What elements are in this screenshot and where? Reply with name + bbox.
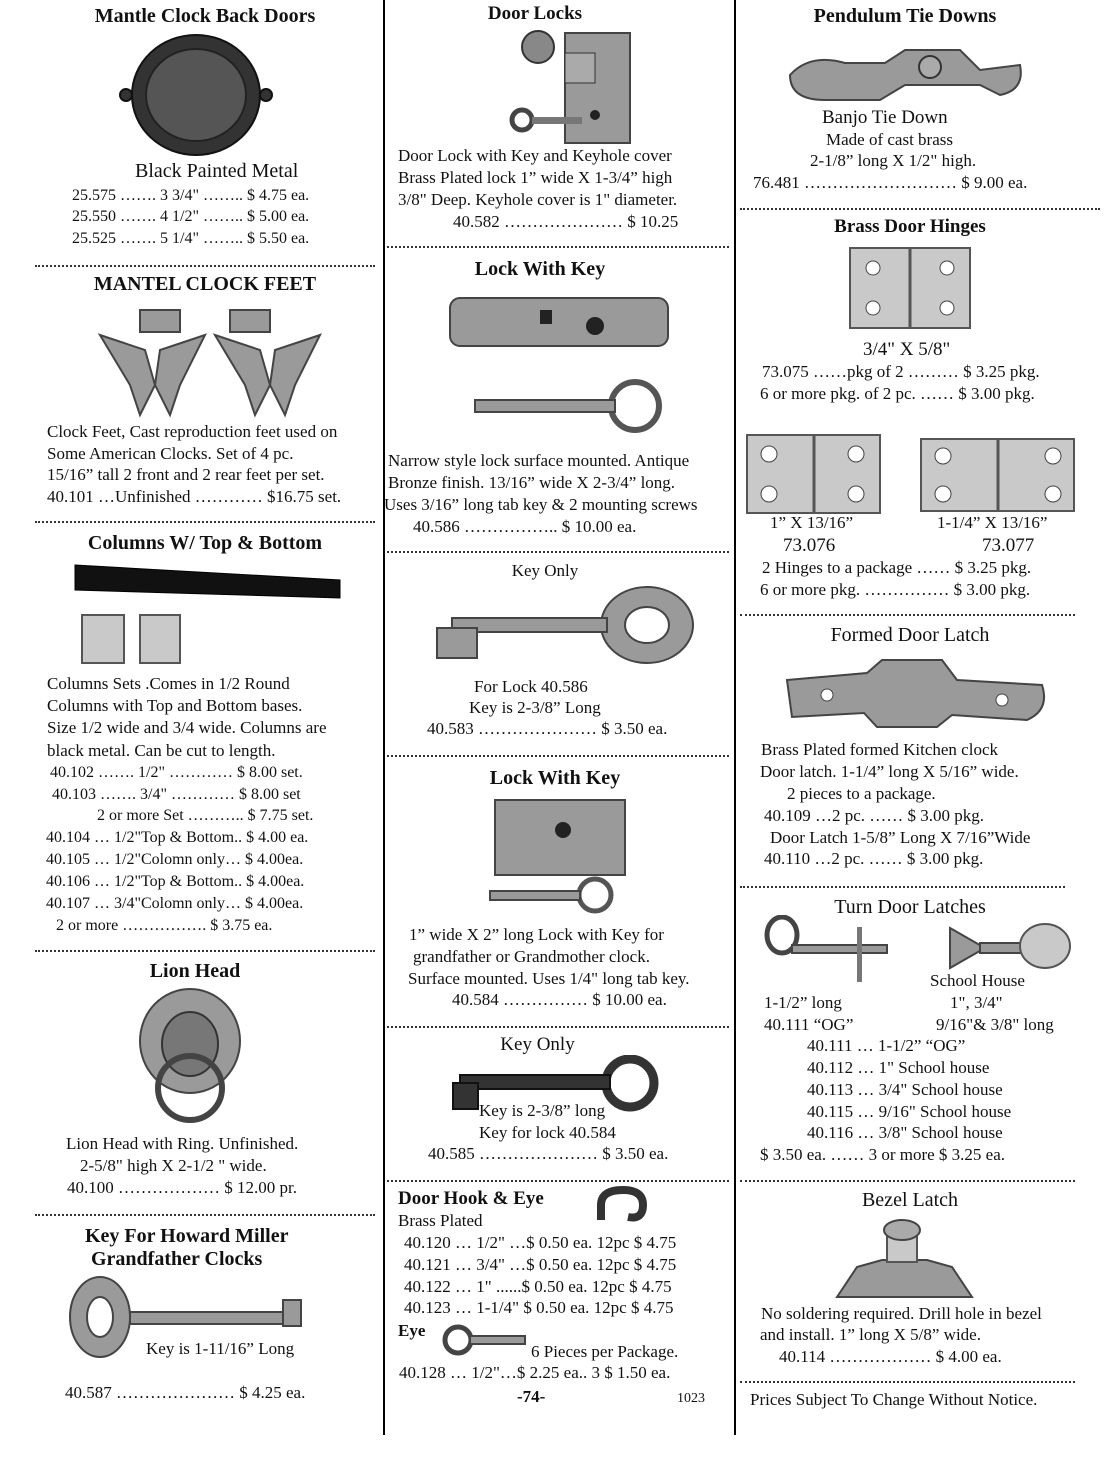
formed-latch-image	[782, 655, 1052, 733]
lock-key1-image	[445, 288, 675, 448]
divider	[740, 886, 1065, 888]
key-only1-title: Key Only	[511, 561, 579, 580]
columns-row: 40.105 … 1/2"Colomn only… $ 4.00ea.	[46, 851, 304, 868]
feet-line: Clock Feet, Cast reproduction feet used on	[47, 422, 338, 441]
page-code: 1023	[677, 1391, 705, 1406]
og-latch-image	[762, 915, 897, 995]
turn-latches-row: 40.115 … 9/16" School house	[807, 1102, 1012, 1121]
bezel-line: and install. 1” long X 5/8” wide.	[760, 1325, 981, 1344]
key-only1-line: For Lock 40.586	[474, 677, 588, 696]
key-only2-title: Key Only	[500, 1034, 575, 1055]
divider	[35, 521, 375, 523]
column-divider-left	[383, 0, 385, 1435]
clock-feet-image	[95, 305, 325, 420]
hinge-a-size: 1” X 13/16”	[770, 513, 854, 532]
columns-row: 40.103 ……. 3/4" ………… $ 8.00 set	[52, 786, 301, 803]
divider	[387, 1180, 729, 1182]
lock-key2-line: grandfather or Grandmother clock.	[413, 947, 650, 966]
divider	[740, 208, 1100, 210]
columns-image	[70, 560, 345, 670]
columns-row: 2 or more ……………. $ 3.75 ea.	[56, 917, 273, 934]
bezel-line: No soldering required. Drill hole in bezel	[761, 1304, 1042, 1323]
key-only2-line: Key for lock 40.584	[479, 1123, 616, 1142]
hinge-b-code: 73.077	[982, 535, 1035, 556]
og-code: 40.111 “OG”	[764, 1015, 854, 1034]
hinges-row: 73.075 ……pkg of 2 ……… $ 3.25 pkg.	[762, 362, 1040, 381]
turn-latches-row: $ 3.50 ea. …… 3 or more $ 3.25 ea.	[760, 1145, 1006, 1164]
eye-row: 40.128 … 1/2"…$ 2.25 ea.. 3 $ 1.50 ea.	[399, 1363, 671, 1382]
feet-title: MANTEL CLOCK FEET	[93, 273, 317, 295]
mantle-doors-title: Mantle Clock Back Doors	[94, 5, 316, 27]
feet-line: 15/16” tall 2 front and 2 rear feet per set.	[47, 465, 325, 484]
door-locks-line: 40.582 ………………… $ 10.25	[453, 212, 679, 231]
tie-down-image	[785, 45, 1030, 110]
columns-line: black metal. Can be cut to length.	[47, 741, 276, 760]
lock-key1-title: Lock With Key	[474, 258, 606, 280]
columns-row: 40.107 … 3/4"Colomn only… $ 4.00ea.	[46, 895, 304, 912]
door-locks-title: Door Locks	[487, 3, 583, 24]
tie-downs-title: Pendulum Tie Downs	[813, 5, 997, 27]
turn-latches-row: 40.111 … 1-1/2” “OG”	[807, 1036, 966, 1055]
mantle-doors-row: 25.550 ……. 4 1/2" …….. $ 5.00 ea.	[72, 208, 310, 225]
feet-line: 40.101 …Unfinished ………… $16.75 set.	[47, 487, 342, 506]
turn-latches-row: 40.116 … 3/8" School house	[807, 1123, 1003, 1142]
hinges-row2: 6 or more pkg. …………… $ 3.00 pkg.	[760, 580, 1031, 599]
lock-key2-line: 1” wide X 2” long Lock with Key for	[409, 925, 664, 944]
page-number: -74-	[517, 1387, 546, 1406]
divider	[35, 1214, 375, 1216]
tie-downs-line: 2-1/8” long X 1/2" high.	[810, 151, 977, 170]
divider	[740, 614, 1075, 616]
columns-row: 40.102 ……. 1/2" ………… $ 8.00 set.	[50, 764, 303, 781]
lock-key1-line: Bronze finish. 13/16” wide X 2-3/4” long.	[388, 473, 676, 492]
key-only2-line: 40.585 ………………… $ 3.50 ea.	[428, 1144, 669, 1163]
divider	[740, 1180, 1075, 1182]
hook-eye-row: 40.121 … 3/4" …$ 0.50 ea. 12pc $ 4.75	[404, 1255, 677, 1274]
columns-line: Columns Sets .Comes in 1/2 Round	[47, 674, 290, 693]
hook-eye-title: Door Hook & Eye	[398, 1188, 544, 1209]
lock-key2-line: Surface mounted. Uses 1/4" long tab key.	[408, 969, 690, 988]
key-only2-line: Key is 2-3/8” long	[479, 1101, 606, 1120]
lion-line: 40.100 ……………… $ 12.00 pr.	[67, 1178, 297, 1197]
eye-image	[440, 1320, 530, 1360]
formed-latch-line: 2 pieces to a package.	[787, 784, 936, 803]
lion-line: 2-5/8" high X 2-1/2 " wide.	[80, 1156, 267, 1175]
formed-latch-line: 40.109 …2 pc. …… $ 3.00 pkg.	[764, 806, 985, 825]
lock-key1-line: Uses 3/16” long tab key & 2 mounting screws	[384, 495, 698, 514]
divider	[740, 1381, 1075, 1383]
hook-eye-sub: Brass Plated	[398, 1211, 483, 1230]
hook-eye-row: 40.123 … 1-1/4" $ 0.50 ea. 12pc $ 4.75	[404, 1298, 674, 1317]
howard-title-1: Key For Howard Miller	[85, 1225, 289, 1247]
columns-line: Size 1/2 wide and 3/4 wide. Columns are	[47, 718, 327, 737]
lion-title: Lion Head	[149, 960, 241, 982]
schoolhouse-latch-image	[945, 918, 1075, 978]
hinge-image	[845, 243, 975, 333]
door-locks-line: Door Lock with Key and Keyhole cover	[398, 146, 672, 165]
lock-key1-line: 40.586 …………….. $ 10.00 ea.	[413, 517, 637, 536]
key-only1-line: 40.583 ………………… $ 3.50 ea.	[427, 719, 668, 738]
columns-row: 2 or more Set ……….. $ 7.75 set.	[97, 807, 314, 824]
formed-latch-title: Formed Door Latch	[830, 624, 990, 646]
divider	[387, 1026, 729, 1028]
school-house-label: School House	[930, 971, 1025, 990]
turn-latches-title: Turn Door Latches	[834, 896, 986, 918]
mantle-doors-row: 25.575 ……. 3 3/4" …….. $ 4.75 ea.	[72, 187, 310, 204]
lock-key2-title: Lock With Key	[489, 767, 621, 789]
lion-head-image	[135, 986, 245, 1126]
formed-latch-line: Door Latch 1-5/8” Long X 7/16”Wide	[770, 828, 1031, 847]
columns-row: 40.106 … 1/2"Top & Bottom.. $ 4.00ea.	[46, 873, 305, 890]
mantle-doors-row: 25.525 ……. 5 1/4" …….. $ 5.50 ea.	[72, 230, 310, 247]
formed-latch-line: Brass Plated formed Kitchen clock	[761, 740, 998, 759]
hinge-a-image	[744, 432, 884, 517]
hinges-size: 3/4" X 5/8"	[863, 339, 951, 360]
hook-image	[593, 1185, 663, 1233]
back-door-image	[118, 30, 274, 160]
hinges-title: Brass Door Hinges	[834, 216, 986, 237]
hinges-row: 6 or more pkg. of 2 pc. …… $ 3.00 pkg.	[760, 384, 1035, 403]
lock-key2-line: 40.584 …………… $ 10.00 ea.	[452, 990, 667, 1009]
tie-downs-line: 76.481 ……………………… $ 9.00 ea.	[753, 173, 1028, 192]
howard-caption: Key is 1-11/16” Long	[146, 1339, 295, 1358]
formed-latch-line: Door latch. 1-1/4” long X 5/16” wide.	[760, 762, 1019, 781]
key-only1-line: Key is 2-3/8” Long	[469, 698, 601, 717]
hook-eye-row: 40.122 … 1" ......$ 0.50 ea. 12pc $ 4.75	[404, 1277, 672, 1296]
school-sizes-1: 1", 3/4"	[950, 993, 1003, 1012]
turn-latches-row: 40.112 … 1" School house	[807, 1058, 990, 1077]
lock-key1-line: Narrow style lock surface mounted. Antique	[388, 451, 690, 470]
lock-key2-image	[485, 795, 635, 920]
og-size: 1-1/2” long	[764, 993, 842, 1012]
bezel-latch-image	[832, 1212, 977, 1302]
formed-latch-line: 40.110 …2 pc. …… $ 3.00 pkg.	[764, 849, 984, 868]
column-divider-right	[734, 0, 736, 1435]
footer-notice: Prices Subject To Change Without Notice.	[750, 1390, 1038, 1409]
door-locks-line: Brass Plated lock 1” wide X 1-3/4” high	[398, 168, 673, 187]
school-sizes-2: 9/16"& 3/8" long	[936, 1015, 1054, 1034]
howard-title-2: Grandfather Clocks	[91, 1248, 263, 1270]
hinge-a-code: 73.076	[783, 535, 836, 556]
door-locks-line: 3/8" Deep. Keyhole cover is 1" diameter.	[398, 190, 678, 209]
columns-title: Columns W/ Top & Bottom	[87, 532, 323, 554]
divider	[387, 551, 729, 553]
hook-eye-row: 40.120 … 1/2" …$ 0.50 ea. 12pc $ 4.75	[404, 1233, 677, 1252]
hinge-b-size: 1-1/4” X 13/16”	[937, 513, 1048, 532]
divider	[35, 265, 375, 267]
lion-line: Lion Head with Ring. Unfinished.	[66, 1134, 299, 1153]
tie-downs-line: Banjo Tie Down	[822, 107, 948, 128]
mantle-doors-caption: Black Painted Metal	[135, 160, 299, 182]
eye-label: Eye	[398, 1321, 426, 1340]
tie-downs-line: Made of cast brass	[826, 130, 953, 149]
divider	[387, 246, 729, 248]
eye-pieces: 6 Pieces per Package.	[531, 1342, 679, 1361]
turn-latches-row: 40.113 … 3/4" School house	[807, 1080, 1003, 1099]
columns-row: 40.104 … 1/2"Top & Bottom.. $ 4.00 ea.	[46, 829, 309, 846]
feet-line: Some American Clocks. Set of 4 pc.	[47, 444, 294, 463]
bezel-line: 40.114 ……………… $ 4.00 ea.	[779, 1347, 1002, 1366]
columns-line: Columns with Top and Bottom bases.	[47, 696, 303, 715]
divider	[387, 755, 729, 757]
key-only1-image	[432, 583, 702, 673]
bezel-title: Bezel Latch	[861, 1189, 959, 1211]
hinge-b-image	[918, 436, 1078, 514]
howard-price: 40.587 ………………… $ 4.25 ea.	[65, 1383, 306, 1402]
door-lock-image	[500, 25, 635, 150]
hinges-row2: 2 Hinges to a package …… $ 3.25 pkg.	[762, 558, 1032, 577]
divider	[35, 950, 375, 952]
